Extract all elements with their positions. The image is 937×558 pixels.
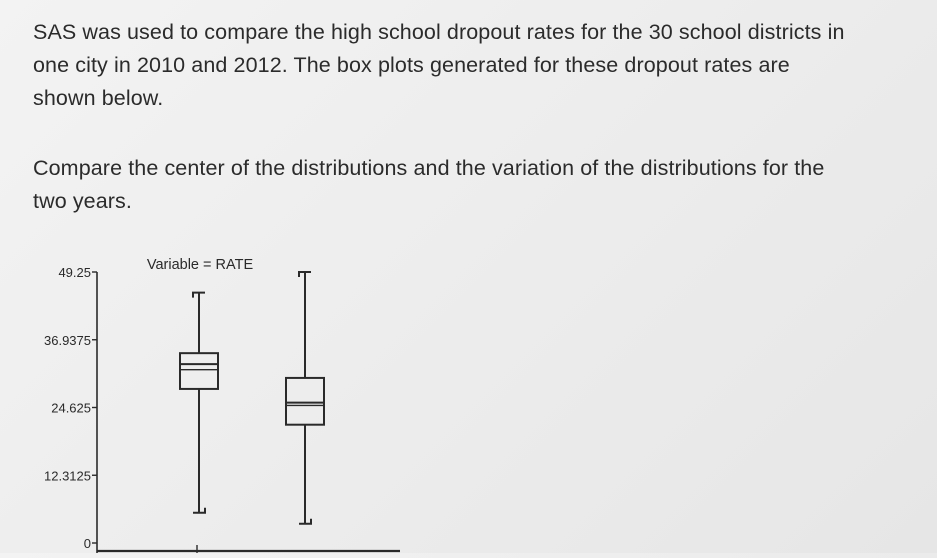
question-paragraph-1: SAS was used to compare the high school dropout rates for the 30 school districts in one city in 2010 and 2012. The box plots generated for these dropout rates are shown below. (33, 20, 845, 110)
box-plot-svg (0, 240, 937, 553)
y-tick-label: 24.625 (51, 400, 91, 416)
box-plot-2 (286, 272, 324, 524)
y-tick-label: 0 (83, 536, 91, 551)
question-text (33, 16, 913, 218)
interquartile-box (286, 378, 324, 425)
interquartile-box (180, 353, 218, 389)
y-tick-label: 12.3125 (44, 468, 91, 484)
box-plot-1 (180, 293, 218, 513)
box-plot-chart (0, 240, 937, 553)
y-tick-label: 36.9375 (44, 332, 91, 348)
y-axis (44, 265, 400, 553)
box-plots (180, 272, 324, 524)
question-paragraph-2: Compare the center of the distributions and the variation of the distributions for the two years. (33, 156, 825, 213)
y-tick-label: 49.25 (58, 265, 91, 280)
chart-title: Variable = RATE (146, 257, 254, 273)
